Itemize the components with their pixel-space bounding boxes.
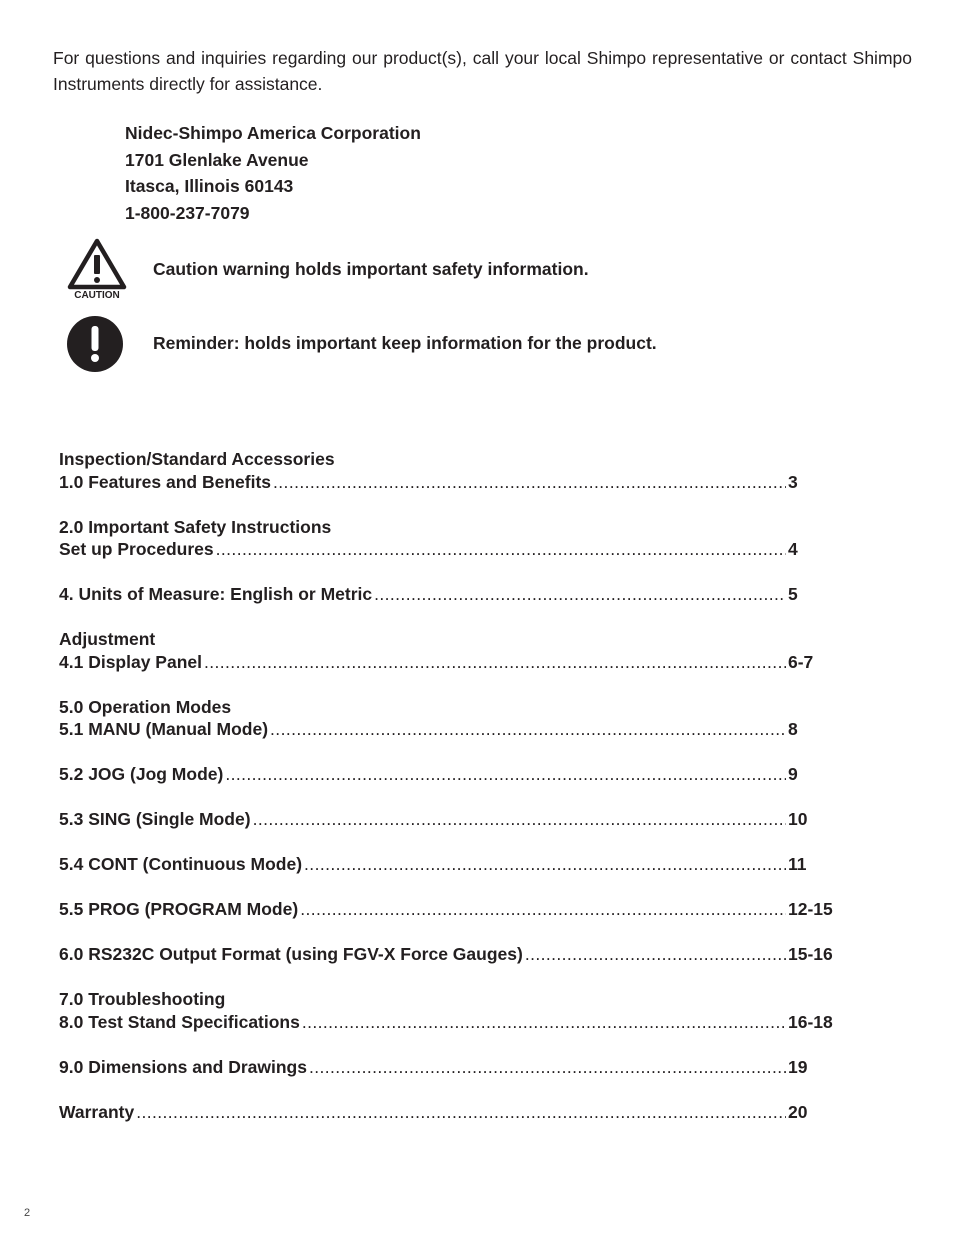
toc-entry-title: 4.1 Display Panel — [59, 651, 202, 672]
toc-entry-page: 9 — [788, 764, 798, 784]
toc-group — [59, 853, 836, 876]
toc-entry[interactable] — [59, 808, 836, 831]
toc-entry[interactable] — [59, 898, 836, 921]
toc-group — [59, 1056, 836, 1079]
toc-entry-title: Warranty — [59, 1101, 135, 1122]
toc-entry-page: 12-15 — [788, 899, 833, 919]
caution-text: Caution warning holds important safety information. — [153, 259, 589, 279]
toc-entry[interactable] — [59, 943, 836, 966]
toc-entry-title: 9.0 Dimensions and Drawings — [59, 1056, 307, 1077]
phone-number: 1-800-237-7079 — [125, 202, 250, 223]
toc-entry-title: Set up Procedures — [59, 539, 214, 559]
toc-entry-page: 11 — [788, 854, 807, 874]
toc-entry-title: 5.3 SING (Single Mode) — [59, 809, 251, 829]
dot-leader — [374, 583, 786, 606]
caution-triangle-icon — [66, 238, 128, 302]
toc-group — [59, 763, 836, 786]
street-address: 1701 Glenlake Avenue — [125, 149, 309, 170]
toc-entry[interactable] — [59, 853, 836, 876]
toc-heading: 7.0 Troubleshooting — [59, 989, 226, 1009]
contact-address — [125, 120, 421, 226]
toc-entry-title: 5.1 MANU (Manual Mode) — [59, 719, 269, 739]
toc-entry-page: 10 — [788, 809, 808, 829]
reminder-text: Reminder: holds important keep information for the product. — [153, 333, 657, 353]
toc-group — [59, 448, 836, 493]
toc-entry-title: 5.5 PROG (PROGRAM Mode) — [59, 899, 299, 919]
toc-entry-page: 5 — [788, 584, 798, 604]
dot-leader — [216, 538, 786, 561]
page-number: 2 — [24, 1207, 31, 1219]
city-state-zip: Itasca, Illinois 60143 — [125, 176, 294, 196]
toc-heading: 5.0 Operation Modes — [59, 696, 232, 717]
toc-heading: 2.0 Important Safety Instructions — [59, 516, 332, 537]
toc-entry[interactable] — [59, 538, 836, 561]
toc-entry-page: 19 — [788, 1056, 808, 1077]
dot-leader — [270, 718, 786, 741]
toc-entry-title: 4. Units of Measure: English or Metric — [59, 584, 373, 604]
toc-entry-title: 1.0 Features and Benefits — [59, 471, 272, 492]
dot-leader — [302, 1011, 786, 1034]
toc-entry[interactable] — [59, 471, 836, 494]
company-name: Nidec-Shimpo America Corporation — [125, 123, 421, 143]
toc-group — [59, 516, 836, 561]
exclamation-circle-icon — [66, 316, 126, 374]
toc-heading: Inspection/Standard Accessories — [59, 449, 335, 469]
toc-entry[interactable] — [59, 583, 836, 606]
toc-entry-page: 20 — [788, 1101, 808, 1122]
toc-entry[interactable] — [59, 1101, 836, 1124]
toc-group — [59, 1101, 836, 1124]
toc-entry-page: 8 — [788, 719, 798, 739]
dot-leader — [253, 808, 786, 831]
toc-heading: Adjustment — [59, 629, 156, 649]
toc-entry-page: 15-16 — [788, 944, 833, 964]
table-of-contents — [59, 448, 836, 1146]
toc-group — [59, 943, 836, 966]
toc-entry[interactable] — [59, 763, 836, 786]
toc-group — [59, 696, 836, 741]
dot-leader — [300, 898, 786, 921]
toc-entry-page: 6-7 — [788, 651, 814, 672]
dot-leader — [225, 763, 786, 786]
toc-entry[interactable] — [59, 718, 836, 741]
toc-group — [59, 628, 836, 673]
toc-entry-page: 4 — [788, 539, 798, 559]
toc-entry-page: 3 — [788, 471, 798, 492]
dot-leader — [525, 943, 786, 966]
dot-leader — [309, 1056, 786, 1079]
caution-icon-label: CAUTION — [74, 290, 120, 301]
dot-leader — [204, 651, 786, 674]
toc-entry-title: 6.0 RS232C Output Format (using FGV-X Force Gauges) — [59, 944, 523, 964]
toc-group — [59, 583, 836, 606]
intro-paragraph: For questions and inquiries regarding our product(s), call your local Shimpo representative or contact Shimpo Instruments directly for assistance. — [53, 48, 912, 94]
toc-entry-title: 5.4 CONT (Continuous Mode) — [59, 854, 303, 874]
toc-group — [59, 808, 836, 831]
dot-leader — [273, 471, 786, 494]
toc-group — [59, 898, 836, 921]
toc-entry[interactable] — [59, 1011, 836, 1034]
dot-leader — [136, 1101, 786, 1124]
toc-entry[interactable] — [59, 651, 836, 674]
toc-entry-title: 8.0 Test Stand Specifications — [59, 1011, 300, 1032]
toc-entry-page: 16-18 — [788, 1011, 833, 1032]
toc-entry[interactable] — [59, 1056, 836, 1079]
toc-entry-title: 5.2 JOG (Jog Mode) — [59, 764, 224, 784]
dot-leader — [304, 853, 786, 876]
toc-group — [59, 988, 836, 1033]
